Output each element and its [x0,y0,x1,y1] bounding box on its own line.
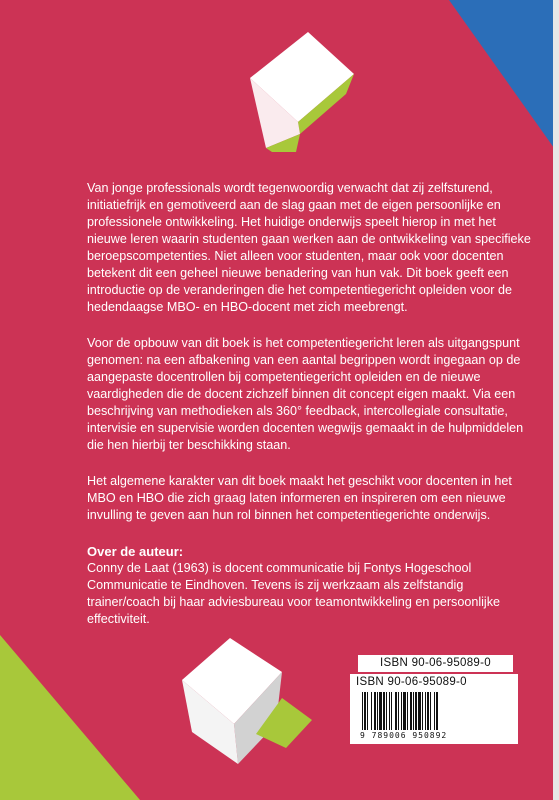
barcode-bar [391,692,392,730]
barcode-bar [436,692,438,730]
barcode-bar [379,692,382,730]
barcode-bar [398,692,399,730]
barcode-graphic [360,692,508,730]
barcode-bar [430,692,431,730]
cube-top-graphic [238,12,358,152]
author-heading: Over de auteur: [87,544,184,559]
author-bio: Conny de Laat (1963) is docent communicatie bij Fontys Hogeschool Communicatie te Eindhoven. Tevens is zij werkzaam als zelfstandig trainer/coach bij haar adviesbureau voor teamontwikkeling en persoonlijke effectiviteit. [87,561,501,626]
barcode-bar [364,692,366,730]
blurb-paragraph-3: Het algemene karakter van dit boek maakt het geschikt voor docenten in het MBO en HBO die zich graag laten informeren en inspireren om een nieuwe invulling te geven aan hun rol binnen het competentiegerichte onderwijs. [87,474,512,522]
barcode-bar [362,692,363,730]
green-corner-shape [0,635,140,800]
barcode-bar [395,692,397,730]
barcode-bar [371,692,372,730]
barcode-bar [401,692,402,730]
barcode-bar [383,692,385,730]
blue-corner-shape [449,0,559,155]
barcode-bar [413,692,414,730]
barcode-box [350,674,518,744]
barcode-bar [407,692,408,730]
cube-small-graphic [248,690,318,750]
barcode-bar [422,692,423,730]
barcode-bar [403,692,406,730]
barcode-bar [410,692,412,730]
barcode-bar [425,692,426,730]
back-cover-text [87,180,537,628]
barcode-bar [434,692,435,730]
blurb-paragraph-1: Van jonge professionals wordt tegenwoordig verwacht dat zij zelfsturend, initiatiefrijk en gemotiveerd aan de slag gaan met de eigen persoonlijke en professionele ontwikkeling. Het huidige onderwijs speelt hierop in met het nieuwe leren waarin studenten gaan werken aan de ontwikkeling van specifieke beroepscompetenties. Niet alleen voor studenten, maar ook voor docenten betekent dit een geheel nieuwe benadering van hun vak. Dit boek geeft een introductie op de veranderingen die het competentiegericht opleiden voor de hedendaagse MBO- en HBO-docent met zich meebrengt. [87,181,531,314]
barcode-bar [389,692,390,730]
barcode-bar [427,692,429,730]
barcode-bar [415,692,417,730]
isbn-label: ISBN 90-06-95089-0 [358,655,513,672]
barcode-bar [377,692,378,730]
barcode-bar [374,692,376,730]
page-edge [553,0,559,800]
blurb-paragraph-2: Voor de opbouw van dit boek is het competentiegericht leren als uitgangspunt genomen: na een afbakening van een aantal begrippen wordt ingegaan op de aangepaste docentrollen bij competentiegericht opleiden en de nieuwe vaardigheden die de docent zichzelf binnen dit concept eigen maakt. Via een beschrijving van methodieken als 360° feedback, intercollegiale consultatie, intervisie en supervisie worden docenten wegwijs gemaakt in de hulpmiddelen die hen hierbij ter beschikking staan. [87,336,524,452]
barcode-isbn-label: ISBN 90-06-95089-0 [356,676,467,688]
barcode-digits: 9 789006 950892 [360,731,448,740]
barcode-bar [386,692,387,730]
barcode-bar [418,692,421,730]
barcode-bar [367,692,368,730]
